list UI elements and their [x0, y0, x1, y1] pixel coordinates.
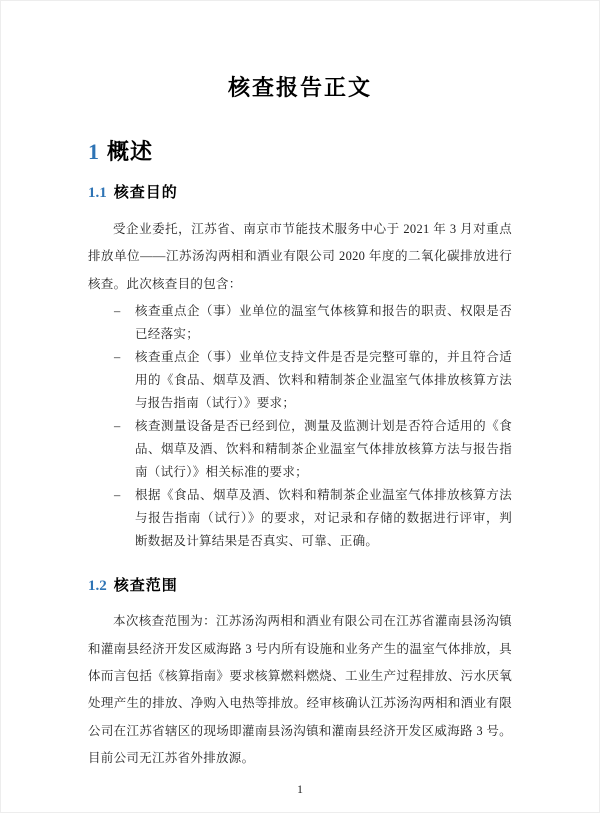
heading-1-2-number: 1.2	[88, 578, 107, 595]
page-content	[88, 1, 512, 773]
dash-marker: –	[114, 350, 121, 365]
bullet-item	[114, 415, 512, 484]
heading-1-1-number: 1.1	[88, 185, 107, 201]
page-number: 1	[297, 782, 303, 796]
heading-1-number: 1	[88, 139, 99, 164]
purpose-bullet-list	[88, 300, 512, 553]
heading-1-2-scope	[88, 575, 512, 597]
heading-1-overview	[88, 137, 512, 167]
heading-1-1-purpose	[88, 182, 512, 204]
scope-paragraph: 本次核查范围为：江苏汤沟两相和酒业有限公司在江苏省灌南县汤沟镇和灌南县经济开发区威海路 3 号内所有设施和业务产生的温室气体排放，具体而言包括《核算指南》要求核算燃料燃烧、工业生产过程排放、污水厌氧处理产生的排放、净购入电热等排放。经审核确认江苏汤沟两相和酒业有限公司在江苏省辖区的现场即灌南县汤沟镇和灌南县经济开发区威海路 3 号。目前公司无江苏省外排放源。	[88, 614, 512, 766]
bullet-item	[114, 346, 512, 415]
bullet-text: 核查重点企（事）业单位的温室气体核算和报告的职责、权限是否已经落实；	[135, 304, 512, 342]
bullet-text: 根据《食品、烟草及酒、饮料和精制茶企业温室气体排放核算方法与报告指南（试行）》的要求，对记录和存储的数据进行评审，判断数据及计算结果是否真实、可靠、正确。	[135, 488, 512, 549]
bullet-text: 核查测量设备是否已经到位，测量及监测计划是否符合适用的《食品、烟草及酒、饮料和精制茶企业温室气体排放核算方法与报告指南（试行）》相关标准的要求；	[135, 419, 512, 480]
heading-1-label: 概述	[107, 139, 154, 164]
dash-marker: –	[114, 304, 121, 319]
heading-1-2-label: 核查范围	[113, 578, 178, 595]
bullet-text: 核查重点企（事）业单位支持文件是否是完整可靠的，并且符合适用的《食品、烟草及酒、饮料和精制茶企业温室气体排放核算方法与报告指南（试行）》要求；	[135, 350, 512, 411]
document-title: 核查报告正文	[227, 75, 372, 100]
heading-1-1-label: 核查目的	[113, 185, 178, 201]
dash-marker: –	[114, 419, 121, 434]
purpose-intro-paragraph: 受企业委托，江苏省、南京市节能技术服务中心于 2021 年 3 月对重点排放单位——江苏汤沟两相和酒业有限公司 2020 年度的二氧化碳排放进行核查。此次核查目的包含：	[88, 222, 512, 291]
dash-marker: –	[114, 488, 121, 503]
bullet-item	[114, 484, 512, 553]
bullet-item	[114, 300, 512, 346]
